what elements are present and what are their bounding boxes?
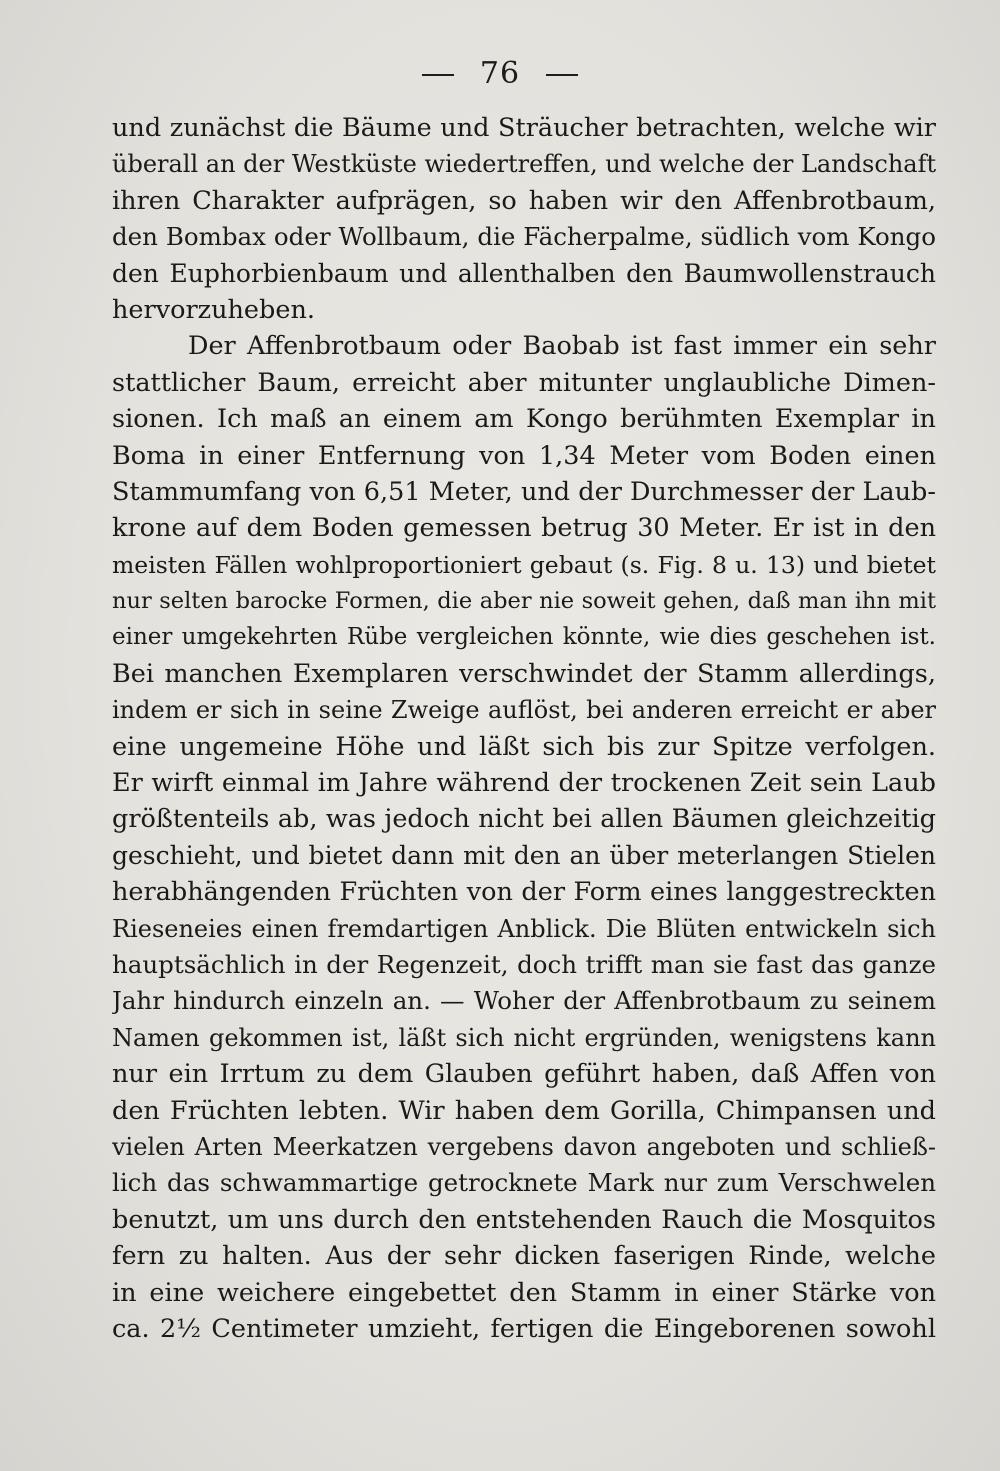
- text-line: herabhängenden Früchten von der Form eines langgestreckten: [112, 877, 936, 908]
- right-dash: [546, 74, 578, 76]
- text-line: krone auf dem Boden gemessen betrug 30 Meter. Er ist in den: [112, 513, 936, 544]
- text-line: einer umgekehrten Rübe vergleichen könnte, wie dies geschehen ist.: [112, 624, 936, 651]
- text-line: in eine weichere eingebettet den Stamm in einer Stärke von: [112, 1277, 936, 1308]
- text-line: meisten Fällen wohlproportioniert gebaut (s. Fig. 8 u. 13) und bietet: [112, 550, 936, 579]
- text-line: überall an der Westküste wiedertreffen, und welche der Landschaft: [112, 150, 936, 179]
- text-line: Stammumfang von 6,51 Meter, und der Durchmesser der Laub-: [112, 476, 936, 507]
- text-line: fern zu halten. Aus der sehr dicken faserigen Rinde, welche: [112, 1241, 936, 1272]
- left-dash: [422, 74, 454, 76]
- text-line: ca. 2½ Centimeter umzieht, fertigen die Eingeborenen sowohl: [112, 1313, 936, 1344]
- text-line: den Euphorbienbaum und allenthalben den Baumwollenstrauch: [112, 258, 936, 288]
- text-line: hervorzuheben.: [112, 294, 315, 325]
- text-line: Namen gekommen ist, läßt sich nicht ergründen, wenigstens kann: [112, 1023, 936, 1052]
- text-line: lich das schwammartige getrocknete Mark nur zum Verschwelen: [112, 1168, 936, 1198]
- text-line: nur selten barocke Formen, die aber nie soweit gehen, daß man ihn mit: [112, 588, 936, 615]
- text-line: den Bombax oder Wollbaum, die Fächerpalme, südlich vom Kongo: [112, 222, 936, 252]
- page-number: 76: [479, 56, 521, 91]
- text-line: Boma in einer Entfernung von 1,34 Meter vom Boden einen: [112, 440, 936, 471]
- text-line: indem er sich in seine Zweige auflöst, bei anderen erreicht er aber: [112, 696, 936, 725]
- text-line: stattlicher Baum, erreicht aber mitunter unglaubliche Dimen-: [112, 367, 936, 398]
- body-text: [112, 110, 936, 1347]
- text-line: hauptsächlich in der Regenzeit, doch trifft man sie fast das ganze: [112, 949, 936, 979]
- text-line: Jahr hindurch einzeln an. — Woher der Affenbrotbaum zu seinem: [112, 986, 936, 1016]
- text-line: sionen. Ich maß an einem am Kongo berühmten Exemplar in: [112, 404, 936, 435]
- text-line: Er wirft einmal im Jahre während der trockenen Zeit sein Laub: [112, 768, 936, 799]
- text-line: Bei manchen Exemplaren verschwindet der Stamm allerdings,: [112, 658, 936, 689]
- text-line: den Früchten lebten. Wir haben dem Gorilla, Chimpansen und: [112, 1095, 936, 1126]
- page-number-header: [0, 56, 1000, 91]
- text-line: Rieseneies einen fremdartigen Anblick. Die Blüten entwickeln sich: [112, 914, 936, 943]
- text-line: größtenteils ab, was jedoch nicht bei allen Bäumen gleichzeitig: [112, 804, 936, 835]
- text-line: benutzt, um uns durch den entstehenden Rauch die Mosquitos: [112, 1204, 936, 1235]
- text-line: nur ein Irrtum zu dem Glauben geführt haben, daß Affen von: [112, 1059, 936, 1090]
- text-line: geschieht, und bietet dann mit den an über meterlangen Stielen: [112, 840, 936, 870]
- text-line: ihren Charakter aufprägen, so haben wir den Affenbrotbaum,: [112, 185, 936, 216]
- text-line: Der Affenbrotbaum oder Baobab ist fast immer ein sehr: [188, 331, 936, 362]
- text-line: vielen Arten Meerkatzen vergebens davon angeboten und schließ-: [112, 1132, 936, 1161]
- text-line: und zunächst die Bäume und Sträucher betrachten, welche wir: [112, 113, 936, 143]
- text-line: eine ungemeine Höhe und läßt sich bis zur Spitze verfolgen.: [112, 731, 936, 762]
